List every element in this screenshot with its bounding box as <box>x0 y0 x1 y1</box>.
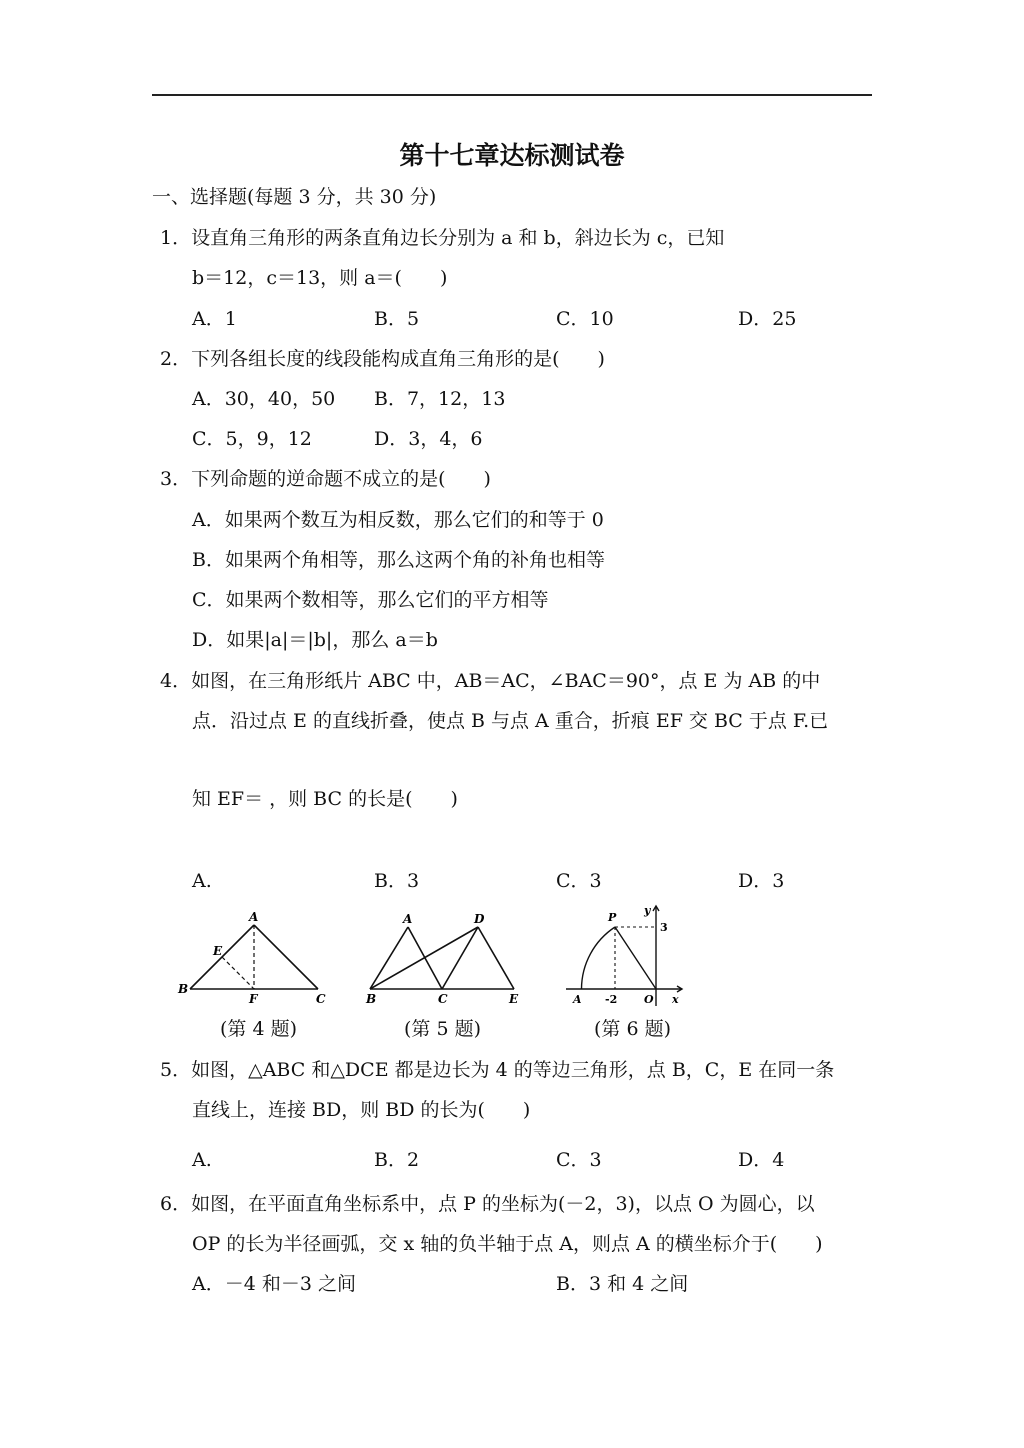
fig6-label-3: 3 <box>660 921 668 934</box>
q3-option-c: C．如果两个数相等，那么它们的平方相等 <box>192 589 549 611</box>
q5-option-a: A. <box>192 1149 212 1171</box>
fig5-label-b: B <box>366 992 377 1005</box>
q1-option-b: B．5 <box>374 308 420 330</box>
q2-option-a: A．30，40，50 <box>192 388 336 410</box>
q6-option-a: A．－4 和－3 之间 <box>192 1273 356 1295</box>
q5-option-c: C．3 <box>556 1149 602 1171</box>
q2-option-c: C．5，9，12 <box>192 428 312 450</box>
fig5-label-c: C <box>438 992 448 1005</box>
q2-text-1: 2．下列各组长度的线段能构成直角三角形的是( ) <box>160 348 605 370</box>
figure-6-caption: (第 6 题) <box>594 1018 671 1040</box>
q2-option-d: D．3，4，6 <box>374 428 483 450</box>
q5-text-1: 5．如图，△ABC 和△DCE 都是边长为 4 的等边三角形，点 B，C，E 在同一条 <box>160 1059 835 1081</box>
q4-text-2: 点．沿过点 E 的直线折叠，使点 B 与点 A 重合，折痕 EF 交 BC 于点 F.已 <box>192 710 829 732</box>
q6-text-1: 6．如图，在平面直角坐标系中，点 P 的坐标为(－2，3)，以点 O 为圆心，以 <box>160 1193 815 1215</box>
q5-text-2: 直线上，连接 BD，则 BD 的长为( ) <box>192 1099 531 1121</box>
q1-option-a: A．1 <box>192 308 237 330</box>
fig5-label-a: A <box>403 912 413 926</box>
header-rule <box>152 94 872 96</box>
q3-text-1: 3．下列命题的逆命题不成立的是( ) <box>160 468 491 490</box>
fig5-label-d: D <box>474 912 485 926</box>
fig6-label-a: A <box>573 993 582 1006</box>
fig6-label-p: P <box>608 911 617 924</box>
section-heading: 一、选择题(每题 3 分，共 30 分) <box>152 186 437 208</box>
figure-6-coordinate-arc <box>560 900 690 1010</box>
fig4-label-c: C <box>316 992 326 1005</box>
fig6-label-y: y <box>644 904 651 917</box>
q6-option-b: B．3 和 4 之间 <box>556 1273 689 1295</box>
q1-text-1: 1．设直角三角形的两条直角边长分别为 a 和 b，斜边长为 c，已知 <box>160 227 725 249</box>
q3-option-d: D．如果|a|＝|b|，那么 a＝b <box>192 629 438 651</box>
figure-4-triangle <box>170 905 340 1005</box>
fig4-label-b: B <box>178 982 189 996</box>
figure-4-caption: (第 4 题) <box>220 1018 297 1040</box>
q1-option-c: C．10 <box>556 308 614 330</box>
q2-option-b: B．7，12，13 <box>374 388 506 410</box>
q4-option-a: A. <box>192 870 212 892</box>
page-title: 第十七章达标测试卷 <box>399 141 625 170</box>
q1-text-2: b＝12，c＝13，则 a＝( ) <box>192 267 448 289</box>
fig6-label-o: O <box>644 993 654 1006</box>
q4-text-3: 知 EF＝ ，则 BC 的长是( ) <box>192 788 458 810</box>
q5-option-b: B．2 <box>374 1149 420 1171</box>
fig4-label-f: F <box>249 992 258 1005</box>
fig6-label-x: x <box>672 993 679 1006</box>
q4-option-c: C．3 <box>556 870 602 892</box>
q5-option-d: D．4 <box>738 1149 785 1171</box>
figure-5-caption: (第 5 题) <box>404 1018 481 1040</box>
q3-option-a: A．如果两个数互为相反数，那么它们的和等于 0 <box>192 509 604 531</box>
fig4-label-a: A <box>249 910 259 924</box>
fig5-label-e: E <box>509 992 519 1005</box>
figure-5-triangles <box>358 905 528 1005</box>
q4-option-b: B．3 <box>374 870 420 892</box>
q4-text-1: 4．如图，在三角形纸片 ABC 中，AB＝AC，∠BAC＝90°，点 E 为 AB 的中 <box>160 670 821 692</box>
fig6-label-minus2: -2 <box>605 993 618 1006</box>
q3-option-b: B．如果两个角相等，那么这两个角的补角也相等 <box>192 549 605 571</box>
q1-option-d: D．25 <box>738 308 797 330</box>
q6-text-2: OP 的长为半径画弧，交 x 轴的负半轴于点 A，则点 A 的横坐标介于( ) <box>192 1233 823 1255</box>
fig4-label-e: E <box>213 944 223 958</box>
q4-option-d: D．3 <box>738 870 785 892</box>
